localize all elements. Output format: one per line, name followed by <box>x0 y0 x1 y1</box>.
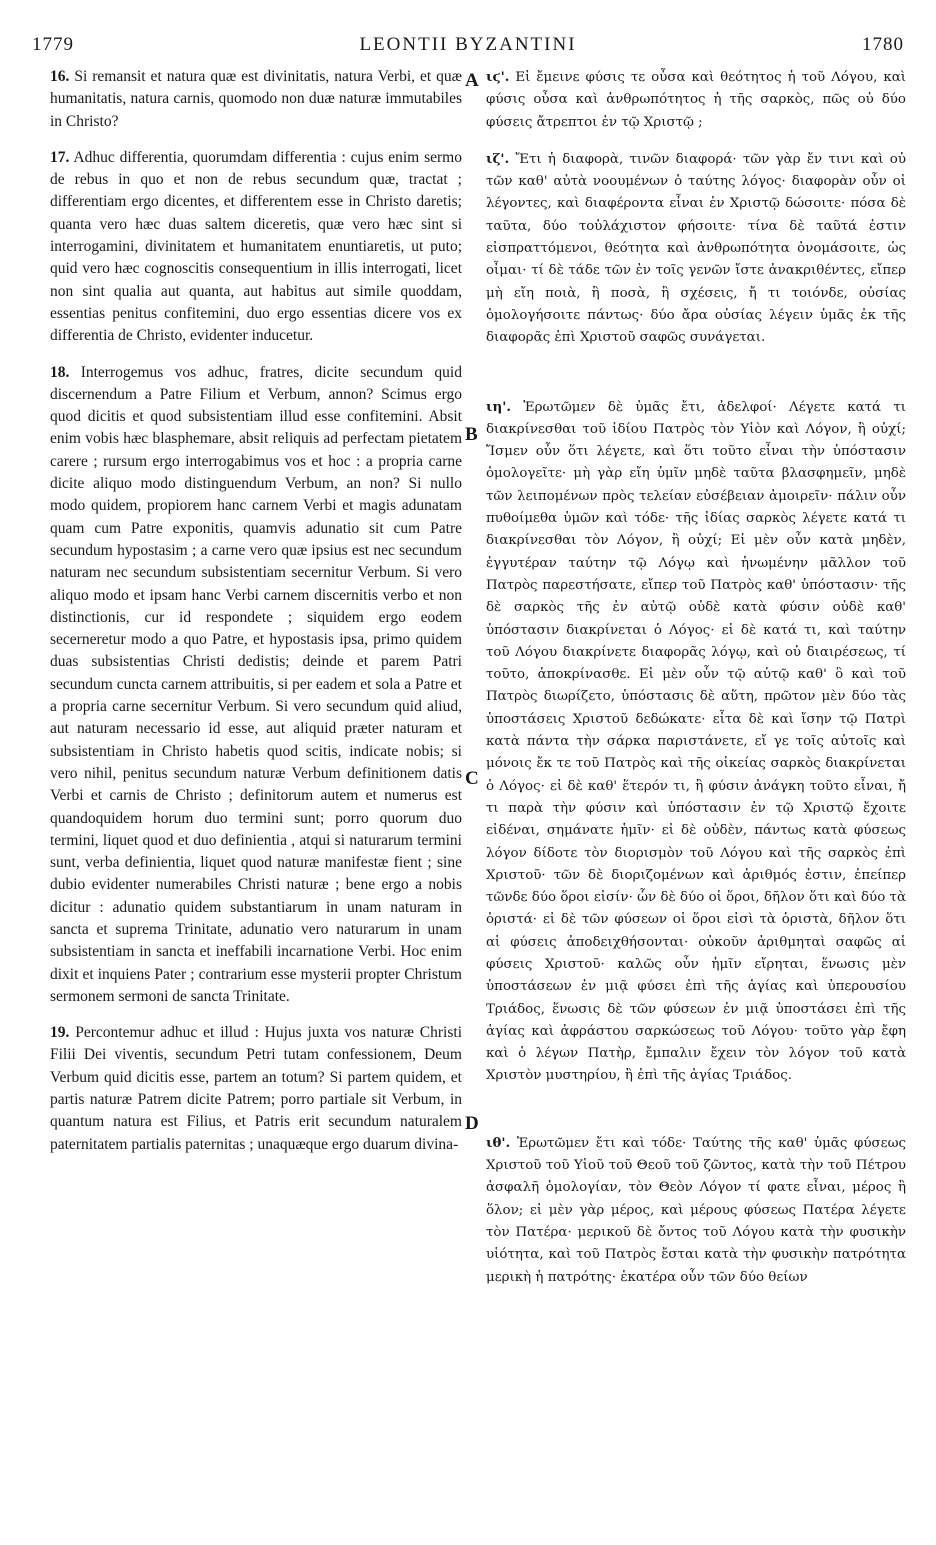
section-text: Εἰ ἔμεινε φύσις τε οὖσα καὶ θεότητος ἡ τοῦ Λόγου, καὶ φύσις οὖσα καὶ ἀνθρωπότητος ἡ τῆς σαρκὸς, πῶς οὐ δύο φύσεις ἄτρεπτοι ἐν τῷ Χριστῷ ; <box>486 70 906 130</box>
section-number: ιζ'. <box>486 150 510 167</box>
latin-section <box>50 147 462 348</box>
latin-column <box>50 66 462 1156</box>
section-number: 19. <box>50 1024 70 1042</box>
running-title: LEONTII BYZANTINI <box>359 34 577 55</box>
section-number: ιθ'. <box>486 1134 511 1151</box>
left-page-number: 1779 <box>32 34 74 55</box>
section-text: Percontemur adhuc et illud : Hujus juxta vos naturæ Christi Filii Dei viventis, secundum Petri tutam confessionem, Deum Verbum quid dicitis esse, partem an totum? Si partem quidem, et partis naturæ Patrem dicite Patrem; porro partiale sit Verbum, in quantum natura est Filius, et Patris erit secundum naturalem paternitatem partialis paternitas ; unaquæque ergo duarum divina- <box>50 1024 463 1153</box>
greek-column <box>486 66 906 1289</box>
section-text: Si remansit et natura quæ est divinitatis, natura Verbi, et quæ humanitatis, natura carnis, quomodo non duæ naturæ immutabiles in Christo? <box>50 68 462 130</box>
section-number: ιϛ'. <box>486 69 510 85</box>
latin-section <box>50 362 462 1009</box>
section-text: Adhuc differentia, quorumdam differentia : cujus enim sermo de rebus in quo et non de rebus secundum quæ, tractat ; differentiam ergo dicentes, et differentem esse in Christo daretis; quanta vero hæc duas saltem diceretis, quæ vero hæc sint si interrogamini, divinitatem et humanitatem enuntiaretis, ut puto; quid vero hæc cognoscitis consequentium in illis interrogati, licet non sint qualia aut quanta, aut habitus aut simile quoddam, essentias penitus confitemini, duo ergo essentias dicere vos ex differentia de Christo, evidenter inducetur. <box>50 148 462 345</box>
section-text: Ἐρωτῶμεν δὲ ὑμᾶς ἔτι, ἀδελφοί· Λέγετε κατά τι διακρίνεσθαι τοῦ ἰδίου Πατρὸς τὸν Υἱὸν καὶ Λόγον, ἢ οὐχί; Ἴσμεν οὖν ὅτι λέγετε, καὶ ὅτι τοῦτο εἶναι τὴν ὑπόστασιν ὁμολογεῖτε· μὴ γὰρ εἴη ὑμῖν μηδὲ ταῦτα βλασφημεῖν, μηδὲ τῶν λειπομένων πρὸς τελείαν εὐσέβειαν ἀμοιρεῖν· πάλιν οὖν πυθοίμεθα ὑμῶν καὶ τόδε· τῆς ἰδίας σαρκὸς λέγετε κατά τι διακρίνεσθαι τὸν Λόγον, ἢ οὐχί; Εἰ μὲν οὖν κατὰ μηδὲν, ἐγγυτέραν ταύτην τῷ Λόγῳ καὶ ἡνωμένην μᾶλλον τοῦ Πατρὸς παρεστήσατε, εἴπερ τοῦ Πατρὸς καθ' ὑπόστασιν· τῆς δὲ σαρκὸς τῆς ἐν αὐτῷ οὐδὲ κατὰ φύσιν οὐδὲ καθ' ὑπόστασιν διακρίνεται ὁ Λόγος· εἰ δὲ κατά τι, καὶ ταύτην τοῦ Λόγου διακρίνετε διαφορᾶς λόγῳ, καὶ οὐ διαιρέσεως, τί τοῦτο, ἀποκρίνασθε. Εἰ μὲν οὖν τῷ αὐτῷ καθ' ὃ καὶ τοῦ Πατρὸς διωρίζετο, ὑπόστασις δὲ αὕτη, πρῶτον μὲν δύο τὰς ὑποστάσεις Χριστοῦ δεδώκατε· εἶτα δὲ καὶ ἴσην τῷ Πατρὶ κατὰ πάντα τὴν σάρκα παριστάνετε, εἴ γε τοῖς αὐτοῖς καὶ μόνοις ἔκ τε τοῦ Πατρὸς καὶ τῆς οἰκείας σαρκὸς διακρίνεται ὁ Λόγος· εἰ δὲ καθ' ἕτερόν τι, ἢ φύσιν ἀνάγκη τοῦτο εἶναι, ἤ τι παρὰ τὴν φύσιν καὶ ὑπόστασιν ἐν τῷ Χριστῷ ἔχοιτε εἰδέναι, σημάνατε ἡμῖν· εἰ δὲ οὐδὲν, πάντως κατὰ φύσεως λόγον δίδοτε τὸν διορισμὸν τοῦ Λόγου καὶ τῆς σαρκὸς ἐπὶ Χριστοῦ· τῶν δὲ διοριζομένων καὶ ἀριθμός ἐστιν, ἐπείπερ τῶνδε δύο ὅροι εἰσίν· ὧν δὲ δύο οἱ ὅροι, δῆλον ὅτι καὶ δύο τὰ ὁριστά· εἰ δὲ τῶν φύσεων οἱ ὅροι εἰσὶ τὰ ὁριστὰ, δῆλον ὅτι αἱ φύσεις ἀποδειχθήσονται· οὐκοῦν ἀριθμηταὶ σαφῶς αἱ φύσεις Χριστοῦ· καλῶς οὖν ἡμῖν εἴρηται, ἕνωσις μὲν ὑποστάσεων ἐν μιᾷ φύσει ἐπὶ τῆς ἁγίας καὶ ὑπερουσίου Τριάδος, ἕνωσις δὲ τῶν φύσεων ἐν μιᾷ ὑποστάσει ἐπὶ τῆς ἁγίας καὶ ἀφράστου σαρκώσεως τοῦ Λόγου· τοῦτο γὰρ ἔφη καὶ ὁ λέγων Πατὴρ, ἔμπαλιν ἔχειν τὸν λόγον τοῦ κατὰ Χριστὸν μυστηρίου, ἢ ἐπὶ τῆς ἁγίας Τριάδος. <box>486 399 906 1084</box>
greek-section <box>486 66 906 134</box>
section-number: ιη'. <box>486 398 511 415</box>
right-page-number: 1780 <box>862 34 904 55</box>
margin-letter-a: A <box>465 70 479 91</box>
latin-section <box>50 1022 462 1156</box>
section-number: 17. <box>50 148 70 166</box>
margin-letter-c: C <box>465 768 479 789</box>
margin-letter-b: B <box>465 424 478 445</box>
greek-section <box>486 396 906 1088</box>
section-text: Interrogemus vos adhuc, fratres, dicite secundum quid discernendum a Patre Filium et Verbum, annon? Scimus ergo quod dicitis et quod subsistentiam illud esse confitemini. Absit enim vobis hæc blasphemare, absit reliquis ad perfectam pietatem carere ; rursum ergo interrogabimus vos et hoc : a propria carne dicite aliquo modo distinguendum Verbum, an non? Si nullo modo quidem, propiorem hanc carnem Verbi et magis adunatam quam cum Patre exponitis, quamvis adunatio sit cum Patre secundum hypostasim ; a carne vero quæ ipsius est nec secundum naturam nec secundum subsistentiam secernitur Verbum. Si vero aliquo modo et ipsam hanc Verbi carnem discernitis verbo et non distinctionis, cur id respondete ; siquidem ergo eodem secerneretur modo a quo Patre, et hypostasis ipsa, primo quidem duas subsistentias Christi dedistis; deinde et parem Patri secundum cuncta carnem attribuitis, si per eadem et sola a Patre et a propria carne secernitur Verbum. Si vero secundum quid aliud, aut naturam necessario id esse, aut aliquid præter naturam et subsistentiam in Christo habetis quod scitis, indicate nobis; si vero nihil, penitus secundum naturæ Verbum definitionem datis Verbi et carnis de Christo ; definitorum autem et numerus est quandoquidem horum duo termini sunt; porro quorum duo termini, liquet quod et duo definientia , atqui si naturarum termini sunt, verba definientia, liquet quod naturæ manifestæ fient ; sine dubio evidenter numerabiles Christi naturæ ; bene ergo a nobis dicitur : adunatio quidem substantiarum in unam naturam in sancta et suprema Trinitate, adunatio vero naturarum in unam subsistentiam in sancta et ineffabili incarnatione Verbi. Hoc enim dixit et inquiens Pater ; contrarium esse mysterii propter Christum sermonem sermoni de sancta Trinitate. <box>50 363 462 1005</box>
margin-letter-d: D <box>465 1113 479 1134</box>
section-number: 18. <box>50 363 70 381</box>
greek-section <box>486 148 906 350</box>
running-header <box>32 34 904 64</box>
latin-section <box>50 66 462 133</box>
section-text: Ἐρωτῶμεν ἔτι καὶ τόδε· Ταύτης τῆς καθ' ὑμᾶς φύσεως Χριστοῦ τοῦ Υἱοῦ τοῦ Θεοῦ τοῦ ζῶντος, κατὰ τὴν τοῦ Πέτρου ἀσφαλῆ ὁμολογίαν, τὸν Θεὸν Λόγον τί φατε εἶναι, μέρος ἢ ὅλον; εἰ μὲν γὰρ μέρος, καὶ μέρους φύσεως Πατέρα λέγετε τὸν Πατέρα· μερικοῦ δὲ ὄντος τοῦ Λόγου κατὰ τὴν φυσικὴν υἱότητα, καὶ τοῦ Πατρὸς ἔσται κατὰ τὴν φυσικὴν πατρότητα μερικὴ ἡ πατρότης· ἑκατέρα οὖν τῶν δύο θείων <box>486 1135 906 1285</box>
section-text: Ἔτι ἡ διαφορὰ, τινῶν διαφορά· τῶν γὰρ ἔν τινι καὶ οὐ τῶν καθ' αὐτὰ νοουμένων ὁ ταύτης λόγος· διαφορὰν οὖν οἱ λέγοντες, καὶ διαφέροντα εἶναι ἐν Χριστῷ δώσοιτε· πόσα δὲ ταῦτα, δύο τοὐλάχιστον φήσοιτε· τίνα δὲ ταῦτά ἐστιν εἰσπραττόμενοι, θεότητα καὶ ἀνθρωπότητα ὀνομάσοιτε, ὡς οἶμαι· τί δὲ τάδε τῶν ἐν τοῖς γενῶν ἴστε ἀνακριθέντες, εἴπερ μὴ εἴη ποιὰ, ἢ ποσὰ, ἢ σχέσεις, ἤ τι τοιόνδε, οὐσίας ὁμολογήσοιτε πάντως· δύο ἄρα οὐσίας λέγειν ὑμᾶς ἐκ τῆς διαφορᾶς ἐπὶ Χριστοῦ σαφῶς συνάγεται. <box>486 151 906 346</box>
greek-section <box>486 1132 906 1289</box>
section-number: 16. <box>50 68 70 85</box>
